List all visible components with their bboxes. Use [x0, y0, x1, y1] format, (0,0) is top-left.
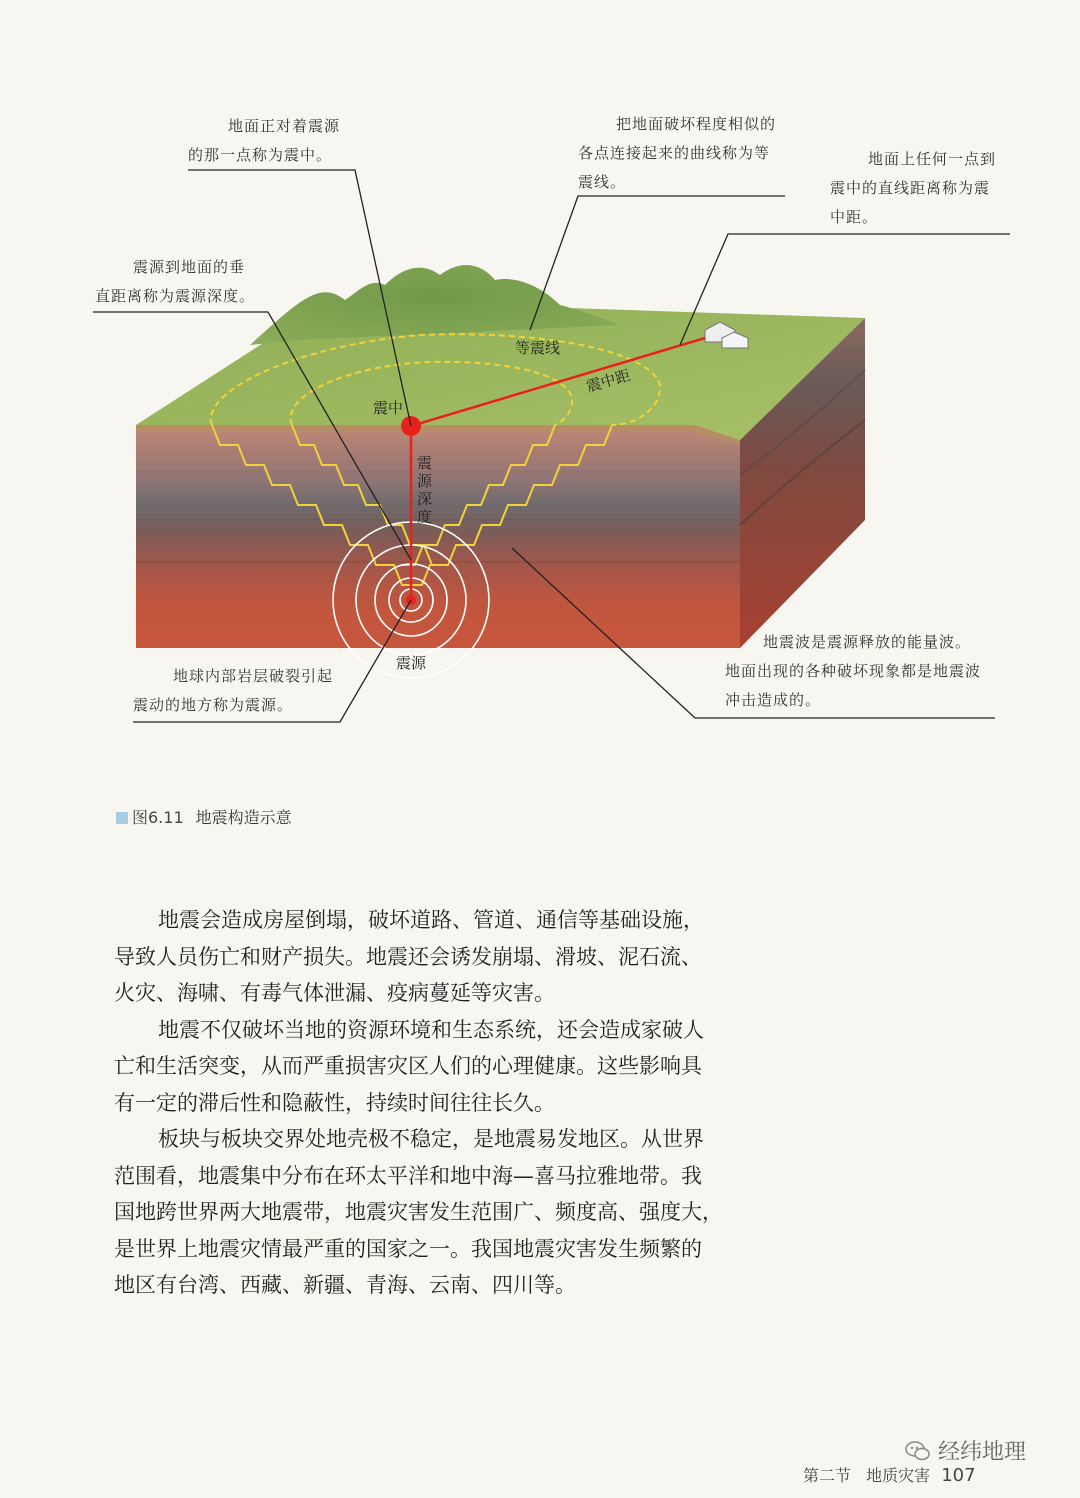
text-line: 亡和生活突变，从而严重损害灾区人们的心理健康。这些影响具: [114, 1054, 702, 1078]
annotation-line: 地面上任何一点到: [868, 150, 997, 168]
body-text: [114, 902, 764, 1304]
annotation-line: 地面出现的各种破坏现象都是地震波: [725, 662, 982, 680]
annotation-line: 震源到地面的垂: [133, 258, 246, 276]
wechat-icon: [905, 1440, 931, 1462]
annotation-line: 直距离称为震源深度。: [95, 287, 256, 305]
annotation-line: 地球内部岩层破裂引起: [173, 667, 334, 685]
epicentral-distance-label: 震中距: [584, 366, 633, 396]
paragraph: [114, 1121, 764, 1304]
annotation-line: 把地面破坏程度相似的: [616, 115, 777, 133]
page-number: 107: [941, 1465, 976, 1486]
annotation-line: 震动的地方称为震源。: [133, 696, 294, 714]
focal-depth-char: 源: [417, 472, 433, 490]
focus-label: 震源: [396, 654, 427, 672]
text-line: 是世界上地震灾情最严重的国家之一。我国地震灾害发生频繁的: [114, 1236, 702, 1261]
isoseismal-label: 等震线: [515, 339, 561, 357]
text-line: 火灾、海啸、有毒气体泄漏、疫病蔓延等灾害。: [114, 981, 555, 1005]
text-line: 地震不仅破坏当地的资源环境和生态系统，还会造成家破人: [158, 1017, 704, 1042]
text-line: 导致人员伤亡和财产损失。地震还会诱发崩塌、滑坡、泥石流、: [114, 944, 702, 969]
text-line: 有一定的滞后性和隐蔽性，持续时间往往长久。: [114, 1090, 555, 1115]
annotation-line: 震中的直线距离称为震: [830, 179, 991, 197]
annotation-line: 冲击造成的。: [725, 691, 822, 709]
footer-section: 第二节: [803, 1466, 852, 1485]
focal-depth-char: 深: [417, 490, 433, 508]
text-line: 国地跨世界两大地震带，地震灾害发生范围广、频度高、强度大，: [114, 1200, 723, 1224]
annotation-line: 地面正对着震源: [228, 117, 341, 135]
annotation-line: 各点连接起来的曲线称为等: [578, 144, 771, 162]
wechat-watermark: [905, 1435, 1026, 1466]
caption-title: 地震构造示意: [195, 808, 292, 827]
crust-front-face: [136, 425, 740, 648]
watermark-text: 经纬地理: [938, 1440, 1027, 1465]
focal-depth-char: 度: [417, 508, 433, 526]
annotation-line: 地震波是震源释放的能量波。: [763, 633, 972, 651]
text-line: 板块与板块交界处地壳极不稳定，是地震易发地区。从世界: [158, 1127, 704, 1151]
annotation-line: 的那一点称为震中。: [188, 146, 333, 164]
annotation-epicentral-distance: [830, 145, 996, 232]
text-line: 地震会造成房屋倒塌，破坏道路、管道、通信等基础设施，: [158, 908, 704, 932]
footer-chapter: 地质灾害: [866, 1466, 931, 1485]
text-line: 范围看，地震集中分布在环太平洋和地中海—喜马拉雅地带。我: [114, 1163, 702, 1188]
focal-depth-char: 震: [417, 454, 433, 472]
epicenter-label: 震中: [373, 399, 404, 417]
annotation-line: 震线。: [578, 173, 627, 191]
figure-caption: [116, 805, 292, 828]
paragraph: [114, 902, 764, 1012]
annotation-isoseismal: [578, 110, 776, 197]
annotation-focus: [133, 662, 333, 720]
page-footer: [803, 1463, 976, 1486]
annotation-seismic-wave: [725, 628, 981, 715]
paragraph: [114, 1012, 764, 1122]
caption-square-icon: [116, 812, 128, 824]
caption-label: 图6.11: [132, 808, 184, 827]
annotation-epicenter: [188, 112, 340, 170]
focal-depth-label: [417, 454, 433, 526]
annotation-focal-depth: [95, 253, 255, 311]
text-line: 地区有台湾、西藏、新疆、青海、云南、四川等。: [114, 1273, 576, 1297]
annotation-line: 中距。: [830, 208, 879, 226]
